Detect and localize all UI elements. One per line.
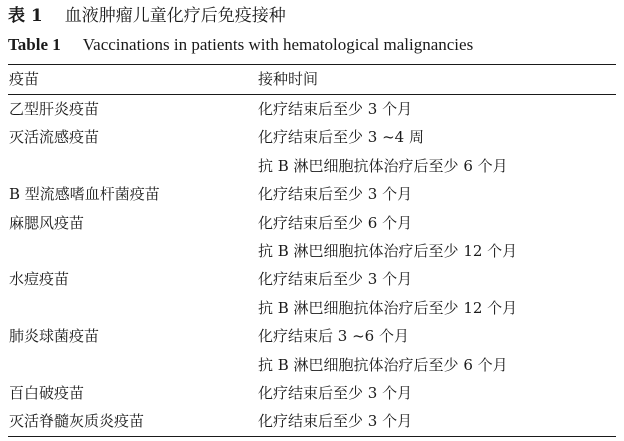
table-number-chinese: 表 1: [8, 6, 43, 26]
table-row: [8, 95, 616, 123]
table-row: [8, 209, 616, 237]
table-row: [8, 294, 616, 322]
table-row: [8, 351, 616, 379]
table-row: [8, 180, 616, 208]
table-title-chinese: 血液肿瘤儿童化疗后免疫接种: [64, 6, 286, 26]
vaccine-cell: B 型流感嗜血杆菌疫苗: [9, 185, 160, 204]
timing-cell: 化疗结束后至少 3 个月: [258, 412, 413, 431]
table-caption-chinese: [8, 3, 286, 29]
timing-cell: 化疗结束后 3 ~6 个月: [258, 327, 409, 346]
table-row: [8, 379, 616, 407]
timing-cell: 化疗结束后至少 3 个月: [258, 270, 413, 289]
table-header-row: [8, 66, 616, 93]
header-vaccine: 疫苗: [9, 70, 40, 88]
header-timing: 接种时间: [258, 70, 319, 88]
table-row: [8, 123, 616, 151]
table-number-english: Table 1: [8, 35, 61, 54]
table-row: [8, 407, 616, 435]
timing-cell: 化疗结束后至少 3 ~4 周: [258, 128, 424, 147]
vaccine-cell: 麻腮风疫苗: [9, 213, 85, 232]
vaccine-cell: 灭活流感疫苗: [9, 128, 100, 147]
table-bottom-rule: [8, 436, 616, 437]
table-row: [8, 265, 616, 293]
vaccine-cell: 水痘疫苗: [9, 270, 70, 289]
timing-cell: 化疗结束后至少 3 个月: [258, 383, 413, 402]
table-caption-english: [8, 33, 473, 57]
vaccine-cell: 百白破疫苗: [9, 383, 85, 402]
table-row: [8, 322, 616, 350]
table-body: [8, 95, 616, 436]
timing-cell: 抗 B 淋巴细胞抗体治疗后至少 6 个月: [258, 355, 508, 374]
timing-cell: 化疗结束后至少 6 个月: [258, 213, 413, 232]
vaccine-cell: 肺炎球菌疫苗: [9, 327, 100, 346]
timing-cell: 化疗结束后至少 3 个月: [258, 185, 413, 204]
timing-cell: 抗 B 淋巴细胞抗体治疗后至少 12 个月: [258, 298, 518, 317]
vaccine-cell: 乙型肝炎疫苗: [9, 100, 100, 118]
timing-cell: 抗 B 淋巴细胞抗体治疗后至少 6 个月: [258, 156, 508, 175]
table-row: [8, 237, 616, 265]
table-title-english: Vaccinations in patients with hematological malignancies: [82, 35, 474, 54]
table-top-rule: [8, 64, 616, 65]
table-row: [8, 152, 616, 180]
timing-cell: 化疗结束后至少 3 个月: [258, 100, 413, 118]
vaccine-cell: 灭活脊髓灰质炎疫苗: [9, 412, 145, 431]
timing-cell: 抗 B 淋巴细胞抗体治疗后至少 12 个月: [258, 241, 518, 260]
